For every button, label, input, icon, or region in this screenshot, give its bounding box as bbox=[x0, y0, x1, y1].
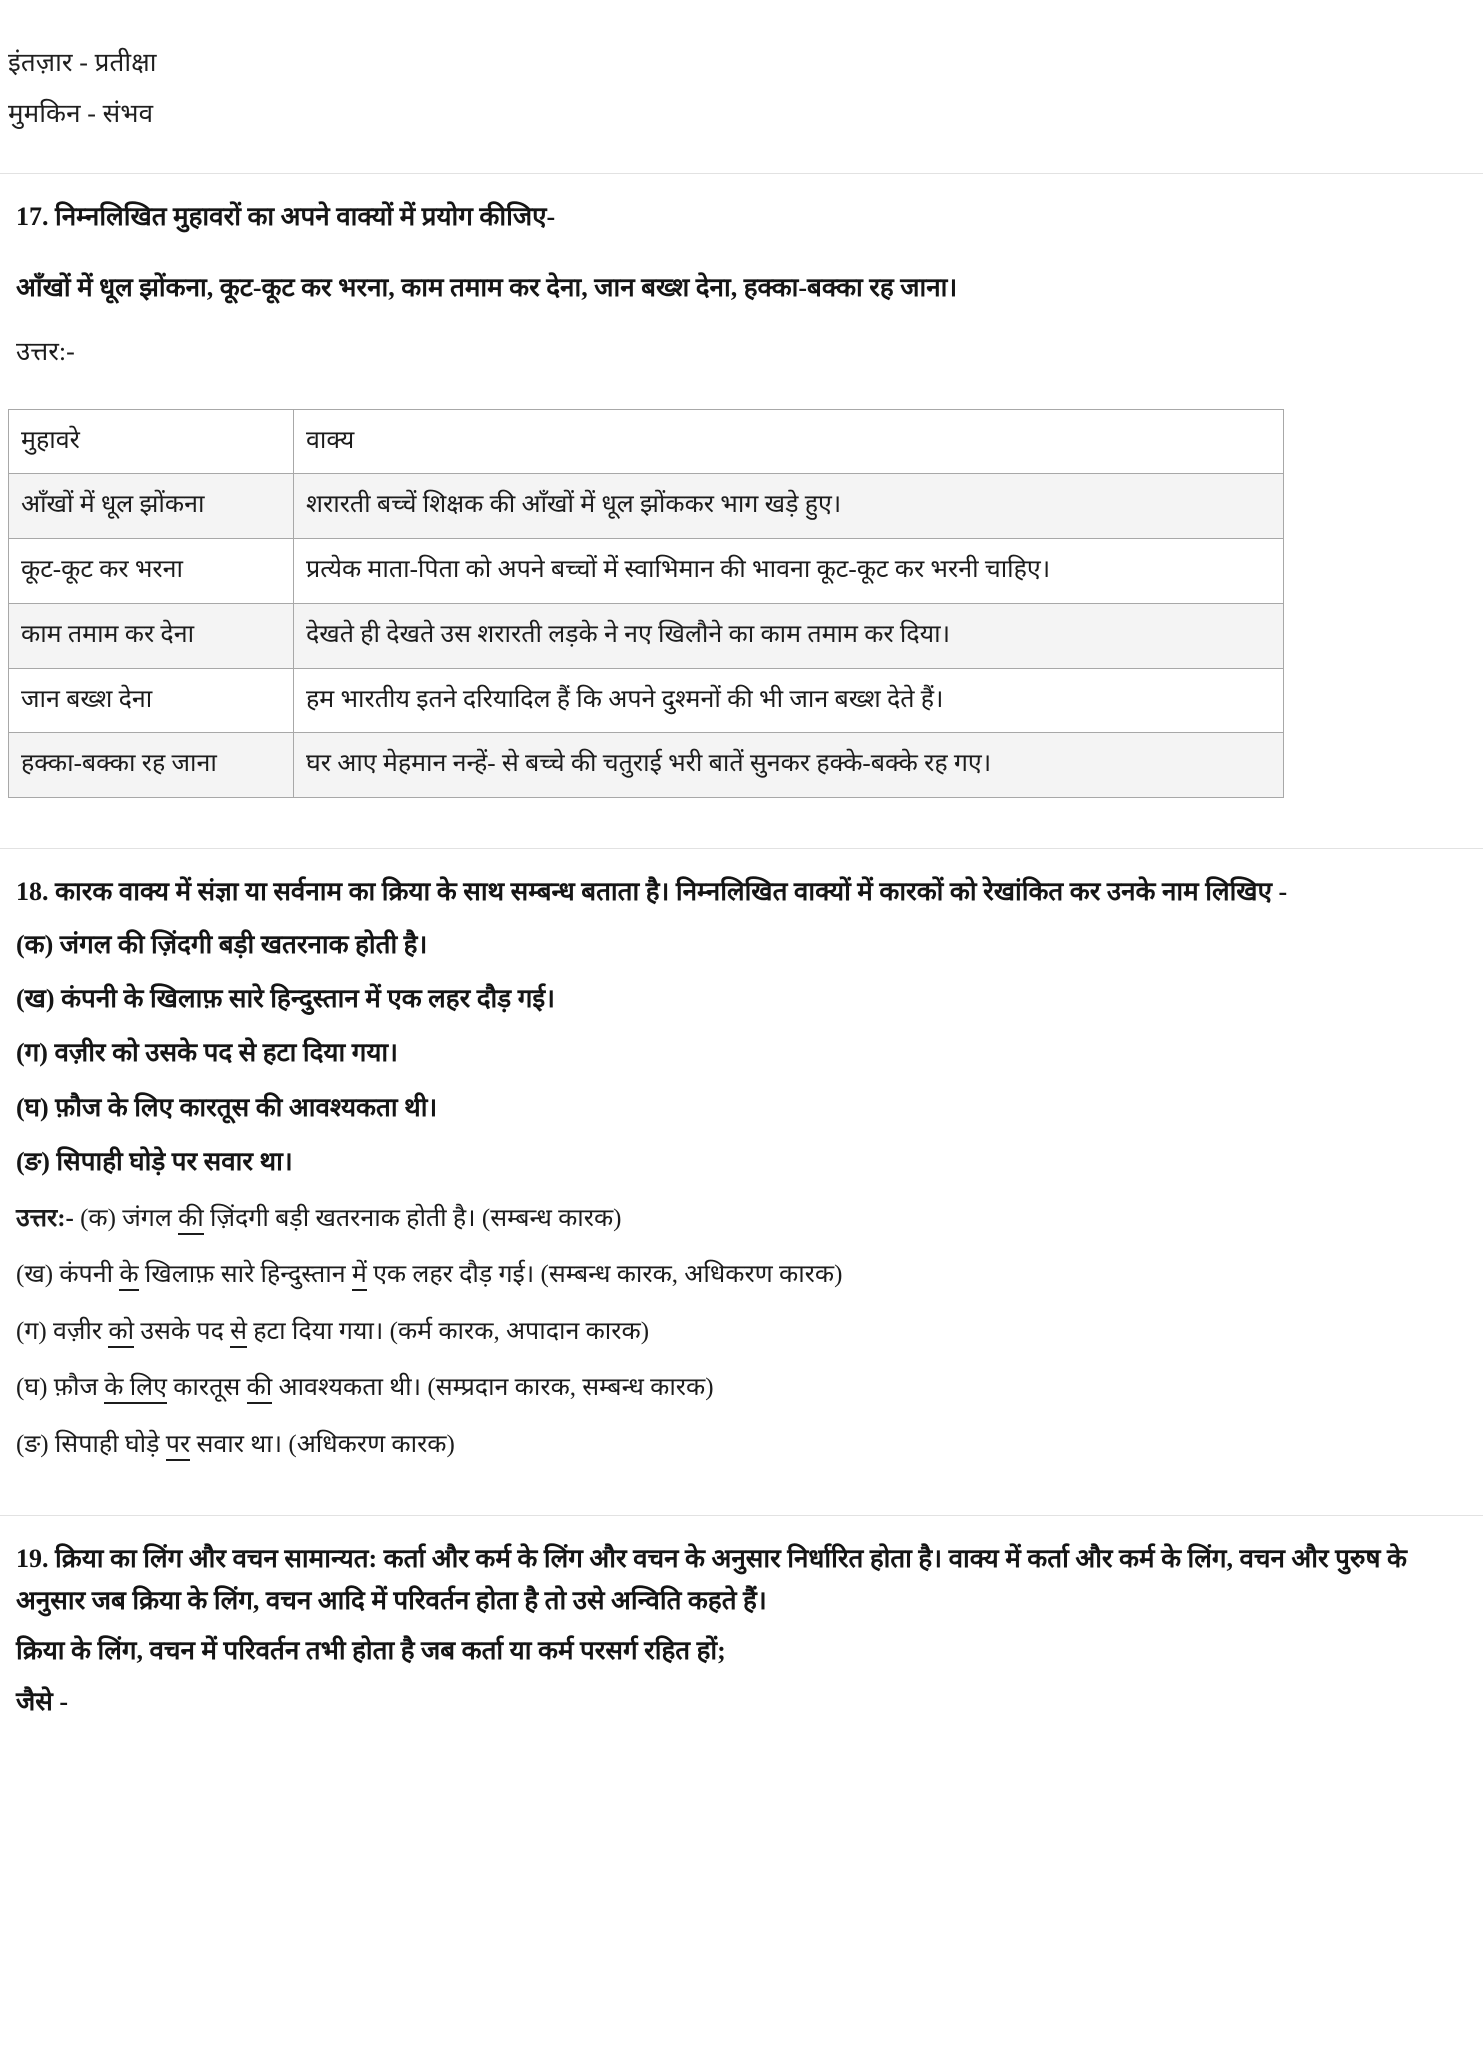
table-row bbox=[9, 603, 1284, 668]
cell-sentence: घर आए मेहमान नन्हें- से बच्चे की चतुराई भरी बातें सुनकर हक्के-बक्के रह गए। bbox=[294, 733, 1284, 798]
question-17-section bbox=[0, 196, 1483, 798]
underlined-karak-word: में bbox=[352, 1261, 367, 1291]
question-18-answer-k bbox=[16, 1199, 1443, 1240]
answer-marker: (ङ) bbox=[16, 1430, 49, 1458]
question-19-paragraph-3: जैसे - bbox=[16, 1686, 69, 1716]
cell-idiom: आँखों में धूल झोंकना bbox=[9, 474, 294, 539]
column-header-idiom: मुहावरे bbox=[9, 409, 294, 474]
answer-run: कंपनी bbox=[59, 1261, 120, 1289]
question-17-idioms-line: आँखों में धूल झोंकना, कूट-कूट कर भरना, काम तमाम कर देना, जान बख्श देना, हक्का-बक्का रह जाना। bbox=[16, 273, 958, 303]
underlined-karak-word: की bbox=[178, 1205, 204, 1235]
question-17-heading: 17. निम्नलिखित मुहावरों का अपने वाक्यों में प्रयोग कीजिए- bbox=[16, 202, 556, 232]
answer-run: कारतूस bbox=[166, 1374, 247, 1402]
answer-text bbox=[122, 1205, 621, 1235]
column-header-sentence: वाक्य bbox=[294, 409, 1284, 474]
table-header-row bbox=[9, 409, 1284, 474]
question-18-sub-k: (क) जंगल की ज़िंदगी बड़ी खतरनाक होती है। bbox=[16, 930, 428, 960]
answer-marker: (ख) bbox=[16, 1261, 54, 1289]
cell-idiom: हक्का-बक्का रह जाना bbox=[9, 733, 294, 798]
answer-label: उत्तर:- bbox=[16, 1204, 74, 1232]
question-18-sub-gh: (घ) फ़ौज के लिए कारतूस की आवश्यकता थी। bbox=[16, 1092, 438, 1122]
question-17-answer-label: उत्तर:- bbox=[16, 337, 75, 367]
cell-sentence: प्रत्येक माता-पिता को अपने बच्चों में स्वाभिमान की भावना कूट-कूट कर भरनी चाहिए। bbox=[294, 539, 1284, 604]
cell-sentence: देखते ही देखते उस शरारती लड़के ने नए खिलौने का काम तमाम कर दिया। bbox=[294, 603, 1284, 668]
section-divider-1 bbox=[0, 173, 1483, 174]
answer-run: जंगल bbox=[122, 1204, 179, 1232]
idiom-table-wrapper bbox=[8, 409, 1443, 799]
idiom-usage-table bbox=[8, 409, 1284, 799]
cell-idiom: काम तमाम कर देना bbox=[9, 603, 294, 668]
table-row bbox=[9, 474, 1284, 539]
question-19-paragraph-2: क्रिया के लिंग, वचन में परिवर्तन तभी होता है जब कर्ता या कर्म परसर्ग रहित हों; bbox=[16, 1636, 726, 1666]
section-divider-3 bbox=[0, 1515, 1483, 1516]
section-divider-2 bbox=[0, 848, 1483, 849]
question-18-heading: 18. कारक वाक्य में संज्ञा या सर्वनाम का क्रिया के साथ सम्बन्ध बताता है। निम्नलिखित वाक्यों में कारकों को रेखांकित कर उनके नाम लिखिए - bbox=[16, 877, 1288, 907]
underlined-karak-word: के bbox=[119, 1261, 138, 1291]
question-18-answer-ng bbox=[16, 1425, 1443, 1466]
answer-run: उसके पद bbox=[134, 1317, 231, 1345]
answer-marker: (क) bbox=[80, 1204, 116, 1232]
answer-text bbox=[55, 1431, 455, 1461]
spacer bbox=[0, 798, 1483, 832]
answer-run: सवार था। (अधिकरण कारक) bbox=[190, 1430, 455, 1458]
question-19-section bbox=[0, 1538, 1483, 1722]
question-18-sub-ng: (ङ) सिपाही घोड़े पर सवार था। bbox=[16, 1146, 293, 1176]
answer-run: हटा दिया गया। (कर्म कारक, अपादान कारक) bbox=[247, 1317, 650, 1345]
spacer bbox=[0, 1465, 1483, 1499]
underlined-karak-word: के लिए bbox=[104, 1374, 167, 1404]
cell-idiom: जान बख्श देना bbox=[9, 668, 294, 733]
answer-text bbox=[59, 1261, 842, 1291]
answer-run: फ़ौज bbox=[53, 1374, 105, 1402]
answer-run: खिलाफ़ सारे हिन्दुस्तान bbox=[138, 1261, 352, 1289]
question-18-sub-kh: (ख) कंपनी के खिलाफ़ सारे हिन्दुस्तान में एक लहर दौड़ गई। bbox=[16, 984, 555, 1014]
answer-text bbox=[54, 1374, 714, 1404]
answer-run: सिपाही घोड़े bbox=[54, 1430, 166, 1458]
underlined-karak-word: पर bbox=[166, 1431, 190, 1461]
table-row bbox=[9, 539, 1284, 604]
table-row bbox=[9, 668, 1284, 733]
question-18-sub-g: (ग) वज़ीर को उसके पद से हटा दिया गया। bbox=[16, 1038, 399, 1068]
vocabulary-pair-2: मुमकिन - संभव bbox=[8, 98, 154, 128]
cell-idiom: कूट-कूट कर भरना bbox=[9, 539, 294, 604]
idiom-table-body bbox=[9, 409, 1284, 798]
answer-run: आवश्यकता थी। (सम्प्रदान कारक, सम्बन्ध कारक) bbox=[272, 1374, 714, 1402]
question-18-answer-kh bbox=[16, 1255, 1443, 1296]
question-19-paragraph-1: 19. क्रिया का लिंग और वचन सामान्यत: कर्ता और कर्म के लिंग और वचन के अनुसार निर्धारित होता है। वाक्य में कर्ता और कर्म के लिंग, वचन और पुरुष के अनुसार जब क्रिया के लिंग, वचन आदि में परिवर्तन होता है तो उसे अन्विति कहते हैं। bbox=[16, 1544, 1407, 1616]
answer-run: वज़ीर bbox=[52, 1317, 109, 1345]
answer-run: एक लहर दौड़ गई। (सम्बन्ध कारक, अधिकरण कारक) bbox=[366, 1261, 843, 1289]
question-18-answer-g bbox=[16, 1312, 1443, 1353]
cell-sentence: शरारती बच्चें शिक्षक की आँखों में धूल झोंककर भाग खड़े हुए। bbox=[294, 474, 1284, 539]
question-18-answer-gh bbox=[16, 1368, 1443, 1409]
vocabulary-pairs-block bbox=[0, 0, 1483, 157]
question-18-section bbox=[0, 871, 1483, 1465]
table-row bbox=[9, 733, 1284, 798]
answer-text bbox=[53, 1318, 649, 1348]
answer-marker: (ग) bbox=[16, 1317, 47, 1345]
answer-run: ज़िंदगी बड़ी खतरनाक होती है। (सम्बन्ध कारक) bbox=[203, 1204, 622, 1232]
cell-sentence: हम भारतीय इतने दरियादिल हैं कि अपने दुश्मनों की भी जान बख्श देते हैं। bbox=[294, 668, 1284, 733]
underlined-karak-word: से bbox=[230, 1318, 247, 1348]
underlined-karak-word: की bbox=[247, 1374, 273, 1404]
vocabulary-pair-1: इंतज़ार - प्रतीक्षा bbox=[8, 48, 157, 77]
underlined-karak-word: को bbox=[108, 1318, 134, 1348]
answer-marker: (घ) bbox=[16, 1374, 48, 1402]
